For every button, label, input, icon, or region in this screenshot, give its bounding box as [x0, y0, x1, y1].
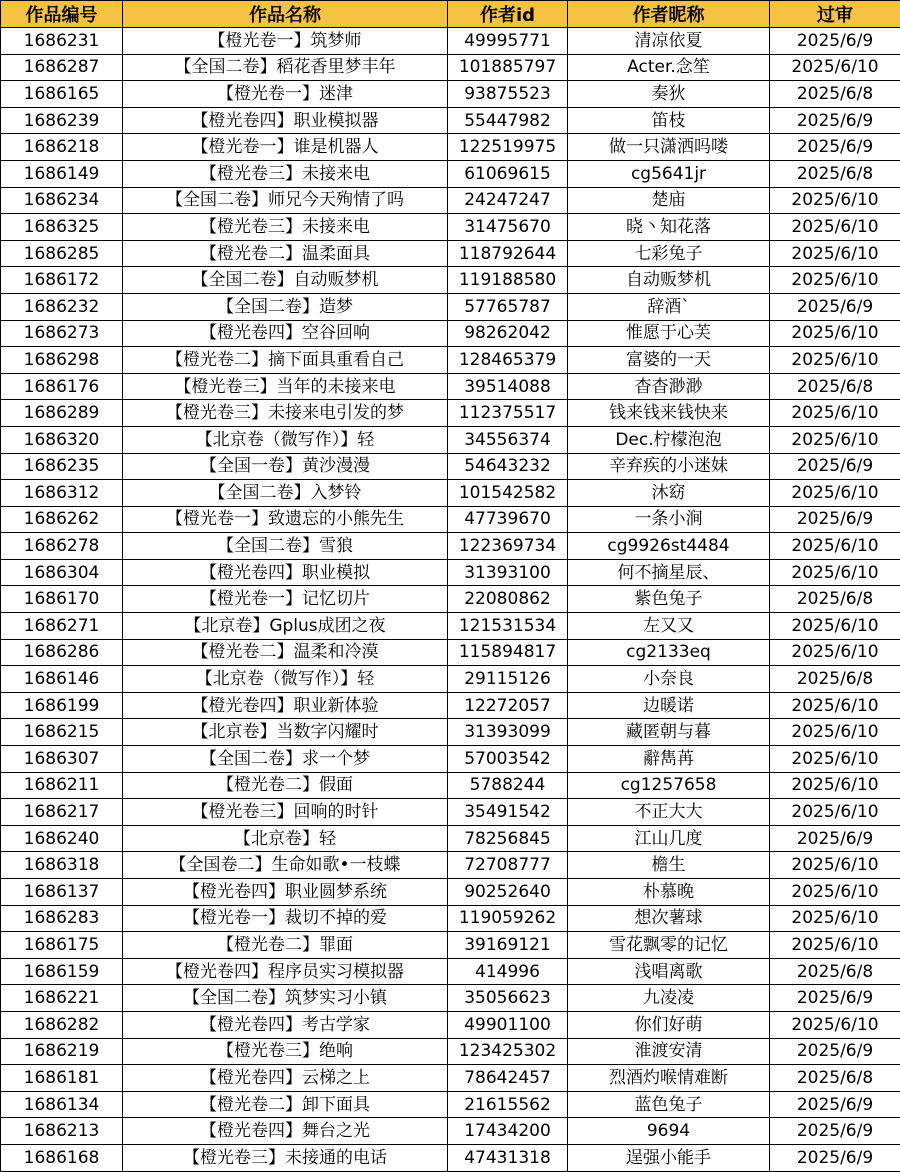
- approval-date-cell[interactable]: 2025/6/10: [770, 426, 900, 453]
- table-row: [1, 506, 900, 533]
- author-nickname-cell[interactable]: cg1257658: [568, 772, 770, 799]
- author-id-cell[interactable]: 128465379: [448, 347, 568, 374]
- author-id-cell[interactable]: 101885797: [448, 54, 568, 81]
- author-id-cell[interactable]: 39514088: [448, 373, 568, 400]
- work-title-cell[interactable]: 【北京卷（微写作）】轻: [123, 666, 448, 693]
- table-row: [1, 373, 900, 400]
- author-id-cell[interactable]: 39169121: [448, 932, 568, 959]
- table-row: [1, 28, 900, 55]
- table-row: [1, 400, 900, 427]
- author-nickname-cell[interactable]: 辛弃疾的小迷妹: [568, 453, 770, 480]
- table-row: [1, 267, 900, 294]
- table-row: [1, 1144, 900, 1171]
- author-id-cell[interactable]: 119059262: [448, 905, 568, 932]
- approval-date-cell[interactable]: 2025/6/8: [770, 958, 900, 985]
- approval-date-cell[interactable]: 2025/6/10: [770, 719, 900, 746]
- author-id-cell[interactable]: 122369734: [448, 533, 568, 560]
- header-approval-date[interactable]: 过审: [770, 1, 900, 28]
- author-id-cell[interactable]: 35491542: [448, 799, 568, 826]
- work-id-cell[interactable]: 1686307: [1, 746, 123, 773]
- author-nickname-cell[interactable]: 一条小涧: [568, 506, 770, 533]
- work-title-cell[interactable]: 【全国二卷】筑梦实习小镇: [123, 985, 448, 1012]
- work-title-cell[interactable]: 【全国卷二】生命如歌•一枝蝶: [123, 852, 448, 879]
- author-id-cell[interactable]: 118792644: [448, 240, 568, 267]
- table-row: [1, 639, 900, 666]
- work-id-cell[interactable]: 1686318: [1, 852, 123, 879]
- approval-date-cell[interactable]: 2025/6/8: [770, 373, 900, 400]
- author-nickname-cell[interactable]: Acter.念笙: [568, 54, 770, 81]
- approval-date-cell[interactable]: 2025/6/8: [770, 160, 900, 187]
- author-id-cell[interactable]: 78256845: [448, 825, 568, 852]
- work-title-cell[interactable]: 【全国一卷】黄沙漫漫: [123, 453, 448, 480]
- work-title-cell[interactable]: 【北京卷（微写作）】轻: [123, 426, 448, 453]
- author-nickname-cell[interactable]: 紫色兔子: [568, 586, 770, 613]
- approval-date-cell[interactable]: 2025/6/8: [770, 81, 900, 108]
- work-title-cell[interactable]: 【橙光卷四】考古学家: [123, 1011, 448, 1038]
- approval-date-cell[interactable]: 2025/6/9: [770, 985, 900, 1012]
- author-id-cell[interactable]: 31393099: [448, 719, 568, 746]
- table-row: [1, 613, 900, 640]
- approval-date-cell[interactable]: 2025/6/10: [770, 267, 900, 294]
- work-id-cell[interactable]: 1686175: [1, 932, 123, 959]
- author-id-cell[interactable]: 101542582: [448, 480, 568, 507]
- work-title-cell[interactable]: 【橙光卷二】罪面: [123, 932, 448, 959]
- approval-date-cell[interactable]: 2025/6/8: [770, 586, 900, 613]
- table-row: [1, 825, 900, 852]
- author-nickname-cell[interactable]: 雪花飘零的记忆: [568, 932, 770, 959]
- table-row: [1, 692, 900, 719]
- approval-date-cell[interactable]: 2025/6/10: [770, 214, 900, 241]
- author-nickname-cell[interactable]: 奏狄: [568, 81, 770, 108]
- table-row: [1, 799, 900, 826]
- approval-date-cell[interactable]: 2025/6/9: [770, 506, 900, 533]
- author-id-cell[interactable]: 57765787: [448, 293, 568, 320]
- author-id-cell[interactable]: 34556374: [448, 426, 568, 453]
- work-id-cell[interactable]: 1686172: [1, 267, 123, 294]
- author-nickname-cell[interactable]: 做一只潇洒吗喽: [568, 134, 770, 161]
- table-row: [1, 905, 900, 932]
- work-id-cell[interactable]: 1686219: [1, 1038, 123, 1065]
- work-title-cell[interactable]: 【北京卷】Gplus成团之夜: [123, 613, 448, 640]
- approval-date-cell[interactable]: 2025/6/9: [770, 1144, 900, 1171]
- approval-date-cell[interactable]: 2025/6/10: [770, 347, 900, 374]
- table-row: [1, 293, 900, 320]
- work-id-cell[interactable]: 1686137: [1, 879, 123, 906]
- table-row: [1, 426, 900, 453]
- table-row: [1, 187, 900, 214]
- approval-date-cell[interactable]: 2025/6/10: [770, 799, 900, 826]
- work-id-cell[interactable]: 1686217: [1, 799, 123, 826]
- author-nickname-cell[interactable]: 逞强小能手: [568, 1144, 770, 1171]
- work-id-cell[interactable]: 1686215: [1, 719, 123, 746]
- work-id-cell[interactable]: 1686231: [1, 28, 123, 55]
- author-nickname-cell[interactable]: 左又又: [568, 613, 770, 640]
- work-title-cell[interactable]: 【北京卷】轻: [123, 825, 448, 852]
- approval-date-cell[interactable]: 2025/6/9: [770, 825, 900, 852]
- work-id-cell[interactable]: 1686199: [1, 692, 123, 719]
- table-row: [1, 160, 900, 187]
- work-title-cell[interactable]: 【橙光卷一】迷津: [123, 81, 448, 108]
- author-nickname-cell[interactable]: 七彩兔子: [568, 240, 770, 267]
- work-title-cell[interactable]: 【橙光卷二】假面: [123, 772, 448, 799]
- work-title-cell[interactable]: 【橙光卷一】致遗忘的小熊先生: [123, 506, 448, 533]
- work-id-cell[interactable]: 1686165: [1, 81, 123, 108]
- author-nickname-cell[interactable]: 杳杳渺渺: [568, 373, 770, 400]
- work-id-cell[interactable]: 1686325: [1, 214, 123, 241]
- author-nickname-cell[interactable]: 浅唱离歌: [568, 958, 770, 985]
- author-nickname-cell[interactable]: 自动贩梦机: [568, 267, 770, 294]
- header-author-id[interactable]: 作者id: [448, 1, 568, 28]
- author-id-cell[interactable]: 21615562: [448, 1091, 568, 1118]
- author-nickname-cell[interactable]: cg2133eq: [568, 639, 770, 666]
- work-id-cell[interactable]: 1686312: [1, 480, 123, 507]
- header-author-nickname[interactable]: 作者昵称: [568, 1, 770, 28]
- work-id-cell[interactable]: 1686289: [1, 400, 123, 427]
- author-nickname-cell[interactable]: 惟愿于心芙: [568, 320, 770, 347]
- author-id-cell[interactable]: 55447982: [448, 107, 568, 134]
- work-title-cell[interactable]: 【橙光卷一】谁是机器人: [123, 134, 448, 161]
- work-id-cell[interactable]: 1686239: [1, 107, 123, 134]
- author-id-cell[interactable]: 49901100: [448, 1011, 568, 1038]
- table-row: [1, 932, 900, 959]
- approval-date-cell[interactable]: 2025/6/9: [770, 28, 900, 55]
- author-nickname-cell[interactable]: 想次薯球: [568, 905, 770, 932]
- table-row: [1, 985, 900, 1012]
- author-nickname-cell[interactable]: 檐生: [568, 852, 770, 879]
- work-id-cell[interactable]: 1686273: [1, 320, 123, 347]
- approval-date-cell[interactable]: 2025/6/10: [770, 879, 900, 906]
- table-row: [1, 1091, 900, 1118]
- table-row: [1, 453, 900, 480]
- work-title-cell[interactable]: 【橙光卷四】职业新体验: [123, 692, 448, 719]
- author-nickname-cell[interactable]: 小奈良: [568, 666, 770, 693]
- author-id-cell[interactable]: 98262042: [448, 320, 568, 347]
- approval-date-cell[interactable]: 2025/6/9: [770, 107, 900, 134]
- author-id-cell[interactable]: 112375517: [448, 400, 568, 427]
- approval-date-cell[interactable]: 2025/6/8: [770, 1065, 900, 1092]
- work-id-cell[interactable]: 1686286: [1, 639, 123, 666]
- work-id-cell[interactable]: 1686218: [1, 134, 123, 161]
- author-id-cell[interactable]: 17434200: [448, 1118, 568, 1145]
- author-id-cell[interactable]: 122519975: [448, 134, 568, 161]
- work-title-cell[interactable]: 【全国二卷】入梦铃: [123, 480, 448, 507]
- table-row: [1, 958, 900, 985]
- work-title-cell[interactable]: 【橙光卷三】未接来电: [123, 160, 448, 187]
- table-row: [1, 107, 900, 134]
- work-id-cell[interactable]: 1686320: [1, 426, 123, 453]
- author-id-cell[interactable]: 61069615: [448, 160, 568, 187]
- author-id-cell[interactable]: 29115126: [448, 666, 568, 693]
- author-nickname-cell[interactable]: 边暖诺: [568, 692, 770, 719]
- table-row: [1, 879, 900, 906]
- author-nickname-cell[interactable]: 何不摘星辰、: [568, 559, 770, 586]
- work-id-cell[interactable]: 1686240: [1, 825, 123, 852]
- table-row: [1, 347, 900, 374]
- table-row: [1, 559, 900, 586]
- work-title-cell[interactable]: 【全国二卷】求一个梦: [123, 746, 448, 773]
- approval-date-cell[interactable]: 2025/6/10: [770, 1011, 900, 1038]
- work-id-cell[interactable]: 1686213: [1, 1118, 123, 1145]
- approval-date-cell[interactable]: 2025/6/10: [770, 932, 900, 959]
- table-row: [1, 533, 900, 560]
- work-title-cell[interactable]: 【橙光卷二】卸下面具: [123, 1091, 448, 1118]
- approval-date-cell[interactable]: 2025/6/10: [770, 533, 900, 560]
- work-title-cell[interactable]: 【橙光卷四】职业圆梦系统: [123, 879, 448, 906]
- work-title-cell[interactable]: 【橙光卷四】空谷回响: [123, 320, 448, 347]
- work-id-cell[interactable]: 1686298: [1, 347, 123, 374]
- author-nickname-cell[interactable]: 淮渡安清: [568, 1038, 770, 1065]
- author-nickname-cell[interactable]: 你们好萌: [568, 1011, 770, 1038]
- author-id-cell[interactable]: 72708777: [448, 852, 568, 879]
- approval-date-cell[interactable]: 2025/6/10: [770, 692, 900, 719]
- table-row: [1, 81, 900, 108]
- work-id-cell[interactable]: 1686282: [1, 1011, 123, 1038]
- work-title-cell[interactable]: 【橙光卷三】未接来电: [123, 214, 448, 241]
- approval-date-cell[interactable]: 2025/6/10: [770, 187, 900, 214]
- author-nickname-cell[interactable]: 楚庙: [568, 187, 770, 214]
- table-row: [1, 586, 900, 613]
- table-row: [1, 240, 900, 267]
- table-row: [1, 1065, 900, 1092]
- work-id-cell[interactable]: 1686283: [1, 905, 123, 932]
- author-id-cell[interactable]: 90252640: [448, 879, 568, 906]
- table-row: [1, 480, 900, 507]
- author-id-cell[interactable]: 31393100: [448, 559, 568, 586]
- author-nickname-cell[interactable]: 九凌凌: [568, 985, 770, 1012]
- header-work-id[interactable]: 作品编号: [1, 1, 123, 28]
- approval-date-cell[interactable]: 2025/6/9: [770, 1118, 900, 1145]
- work-title-cell[interactable]: 【全国二卷】造梦: [123, 293, 448, 320]
- work-title-cell[interactable]: 【橙光卷三】当年的未接来电: [123, 373, 448, 400]
- approval-date-cell[interactable]: 2025/6/10: [770, 639, 900, 666]
- author-nickname-cell[interactable]: 江山几度: [568, 825, 770, 852]
- author-id-cell[interactable]: 54643232: [448, 453, 568, 480]
- header-row: [1, 1, 900, 28]
- work-id-cell[interactable]: 1686176: [1, 373, 123, 400]
- author-nickname-cell[interactable]: 晓丶知花落: [568, 214, 770, 241]
- work-id-cell[interactable]: 1686262: [1, 506, 123, 533]
- author-id-cell[interactable]: 12272057: [448, 692, 568, 719]
- approval-date-cell[interactable]: 2025/6/9: [770, 134, 900, 161]
- author-id-cell[interactable]: 78642457: [448, 1065, 568, 1092]
- work-title-cell[interactable]: 【北京卷】当数字闪耀时: [123, 719, 448, 746]
- author-nickname-cell[interactable]: 不正大大: [568, 799, 770, 826]
- work-title-cell[interactable]: 【全国二卷】稻花香里梦丰年: [123, 54, 448, 81]
- work-title-cell[interactable]: 【橙光卷二】温柔和冷漠: [123, 639, 448, 666]
- work-title-cell[interactable]: 【橙光卷三】未接来电引发的梦: [123, 400, 448, 427]
- author-nickname-cell[interactable]: 辭雋苒: [568, 746, 770, 773]
- author-id-cell[interactable]: 93875523: [448, 81, 568, 108]
- work-id-cell[interactable]: 1686234: [1, 187, 123, 214]
- author-id-cell[interactable]: 35056623: [448, 985, 568, 1012]
- table-row: [1, 719, 900, 746]
- approval-date-cell[interactable]: 2025/6/10: [770, 559, 900, 586]
- author-nickname-cell[interactable]: 沐窈: [568, 480, 770, 507]
- author-nickname-cell[interactable]: 富婆的一天: [568, 347, 770, 374]
- work-title-cell[interactable]: 【橙光卷一】记忆切片: [123, 586, 448, 613]
- author-nickname-cell[interactable]: Dec.柠檬泡泡: [568, 426, 770, 453]
- approval-date-cell[interactable]: 2025/6/10: [770, 320, 900, 347]
- work-title-cell[interactable]: 【橙光卷四】职业模拟: [123, 559, 448, 586]
- work-id-cell[interactable]: 1686168: [1, 1144, 123, 1171]
- author-id-cell[interactable]: 119188580: [448, 267, 568, 294]
- work-title-cell[interactable]: 【橙光卷三】未接通的电话: [123, 1144, 448, 1171]
- work-id-cell[interactable]: 1686304: [1, 559, 123, 586]
- work-id-cell[interactable]: 1686271: [1, 613, 123, 640]
- work-id-cell[interactable]: 1686232: [1, 293, 123, 320]
- work-title-cell[interactable]: 【橙光卷四】云梯之上: [123, 1065, 448, 1092]
- work-id-cell[interactable]: 1686159: [1, 958, 123, 985]
- author-id-cell[interactable]: 414996: [448, 958, 568, 985]
- author-id-cell[interactable]: 47739670: [448, 506, 568, 533]
- work-title-cell[interactable]: 【橙光卷二】摘下面具重看自己: [123, 347, 448, 374]
- table-row: [1, 746, 900, 773]
- author-id-cell[interactable]: 22080862: [448, 586, 568, 613]
- author-nickname-cell[interactable]: 钱来钱来钱快来: [568, 400, 770, 427]
- work-id-cell[interactable]: 1686287: [1, 54, 123, 81]
- work-title-cell[interactable]: 【橙光卷二】温柔面具: [123, 240, 448, 267]
- approval-date-cell[interactable]: 2025/6/10: [770, 240, 900, 267]
- work-id-cell[interactable]: 1686221: [1, 985, 123, 1012]
- approval-date-cell[interactable]: 2025/6/10: [770, 613, 900, 640]
- author-id-cell[interactable]: 47431318: [448, 1144, 568, 1171]
- approval-date-cell[interactable]: 2025/6/10: [770, 54, 900, 81]
- author-nickname-cell[interactable]: cg5641jr: [568, 160, 770, 187]
- table-row: [1, 852, 900, 879]
- work-title-cell[interactable]: 【全国二卷】师兄今天殉情了吗: [123, 187, 448, 214]
- work-title-cell[interactable]: 【橙光卷三】绝响: [123, 1038, 448, 1065]
- table-row: [1, 54, 900, 81]
- work-id-cell[interactable]: 1686285: [1, 240, 123, 267]
- work-id-cell[interactable]: 1686170: [1, 586, 123, 613]
- approval-date-cell[interactable]: 2025/6/10: [770, 772, 900, 799]
- table-row: [1, 214, 900, 241]
- author-id-cell[interactable]: 24247247: [448, 187, 568, 214]
- work-title-cell[interactable]: 【橙光卷一】筑梦师: [123, 28, 448, 55]
- approval-date-cell[interactable]: 2025/6/9: [770, 453, 900, 480]
- author-nickname-cell[interactable]: 笛枝: [568, 107, 770, 134]
- author-id-cell[interactable]: 31475670: [448, 214, 568, 241]
- table-row: [1, 1011, 900, 1038]
- work-id-cell[interactable]: 1686134: [1, 1091, 123, 1118]
- table-row: [1, 1118, 900, 1145]
- header-work-title[interactable]: 作品名称: [123, 1, 448, 28]
- author-nickname-cell[interactable]: 9694: [568, 1118, 770, 1145]
- author-nickname-cell[interactable]: 蓝色兔子: [568, 1091, 770, 1118]
- work-title-cell[interactable]: 【橙光卷四】程序员实习模拟器: [123, 958, 448, 985]
- approval-date-cell[interactable]: 2025/6/9: [770, 1038, 900, 1065]
- approval-date-cell[interactable]: 2025/6/10: [770, 400, 900, 427]
- author-nickname-cell[interactable]: 烈酒灼喉情难断: [568, 1065, 770, 1092]
- work-title-cell[interactable]: 【橙光卷一】裁切不掉的爱: [123, 905, 448, 932]
- table-row: [1, 134, 900, 161]
- author-id-cell[interactable]: 115894817: [448, 639, 568, 666]
- work-id-cell[interactable]: 1686149: [1, 160, 123, 187]
- author-nickname-cell[interactable]: 藏匿朝与暮: [568, 719, 770, 746]
- approval-date-cell[interactable]: 2025/6/10: [770, 905, 900, 932]
- author-nickname-cell[interactable]: 辞酒`: [568, 293, 770, 320]
- approval-date-cell[interactable]: 2025/6/9: [770, 293, 900, 320]
- work-id-cell[interactable]: 1686278: [1, 533, 123, 560]
- approval-date-cell[interactable]: 2025/6/10: [770, 852, 900, 879]
- work-title-cell[interactable]: 【橙光卷四】职业模拟器: [123, 107, 448, 134]
- table-row: [1, 320, 900, 347]
- author-id-cell[interactable]: 5788244: [448, 772, 568, 799]
- author-id-cell[interactable]: 121531534: [448, 613, 568, 640]
- approval-date-cell[interactable]: 2025/6/9: [770, 1091, 900, 1118]
- approval-date-cell[interactable]: 2025/6/10: [770, 480, 900, 507]
- work-title-cell[interactable]: 【橙光卷四】舞台之光: [123, 1118, 448, 1145]
- work-id-cell[interactable]: 1686211: [1, 772, 123, 799]
- author-id-cell[interactable]: 49995771: [448, 28, 568, 55]
- work-id-cell[interactable]: 1686181: [1, 1065, 123, 1092]
- author-id-cell[interactable]: 57003542: [448, 746, 568, 773]
- table-row: [1, 666, 900, 693]
- work-id-cell[interactable]: 1686146: [1, 666, 123, 693]
- author-nickname-cell[interactable]: 清凉依夏: [568, 28, 770, 55]
- table-row: [1, 772, 900, 799]
- work-id-cell[interactable]: 1686235: [1, 453, 123, 480]
- work-title-cell[interactable]: 【全国二卷】自动贩梦机: [123, 267, 448, 294]
- work-title-cell[interactable]: 【全国二卷】雪狼: [123, 533, 448, 560]
- author-id-cell[interactable]: 123425302: [448, 1038, 568, 1065]
- author-nickname-cell[interactable]: 朴慕晚: [568, 879, 770, 906]
- approval-date-cell[interactable]: 2025/6/8: [770, 666, 900, 693]
- author-nickname-cell[interactable]: cg9926st4484: [568, 533, 770, 560]
- approval-date-cell[interactable]: 2025/6/10: [770, 746, 900, 773]
- work-title-cell[interactable]: 【橙光卷三】回响的时针: [123, 799, 448, 826]
- table-row: [1, 1038, 900, 1065]
